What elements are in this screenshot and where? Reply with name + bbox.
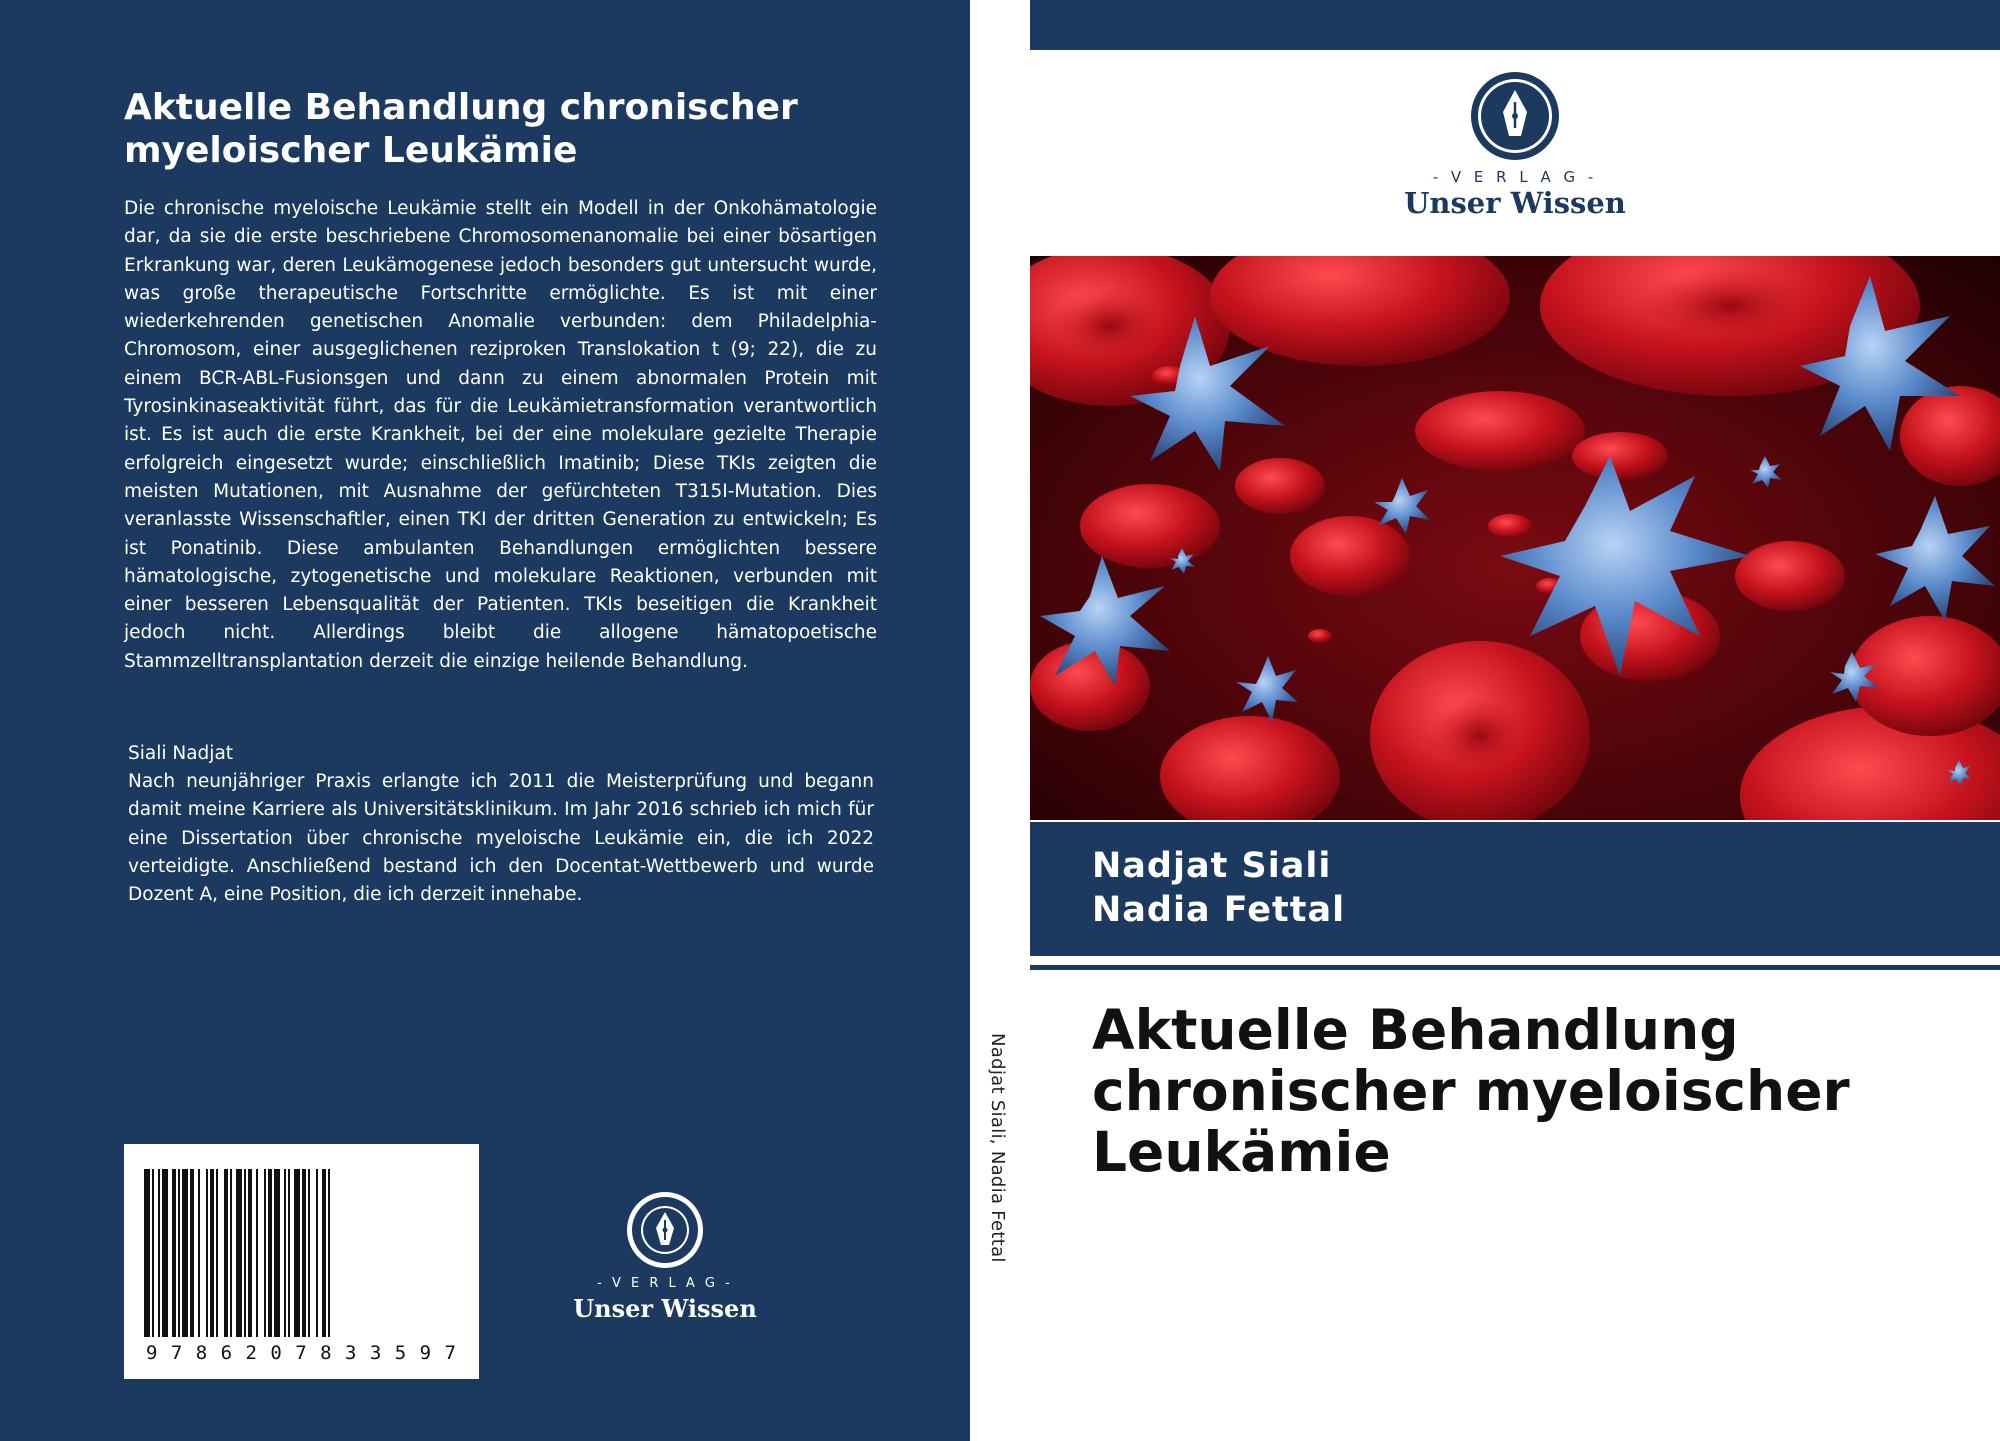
barcode-bar	[248, 1169, 252, 1337]
back-cover	[0, 0, 970, 1441]
barcode-bar	[152, 1169, 154, 1337]
front-cover-title: Aktuelle Behandlung chronischer myeloischer Leukämie	[1092, 998, 1850, 1184]
back-publisher-logo	[570, 1190, 760, 1330]
barcode-bar	[264, 1169, 266, 1337]
authors-band	[1030, 822, 2000, 956]
barcode-bar	[206, 1169, 208, 1337]
isbn-barcode	[124, 1144, 479, 1379]
isbn-digits: 9 7 8 6 2 0 7 8 3 3 5 9 7	[146, 1342, 457, 1364]
barcode-bar	[308, 1169, 310, 1337]
spine-text: Nadjat Siali, Nadia Fettal	[987, 1033, 1008, 1263]
barcode-bar	[302, 1169, 306, 1337]
barcode-bar	[190, 1169, 194, 1337]
cover-illustration	[1030, 256, 2000, 820]
barcode-bar	[172, 1169, 176, 1337]
author-bio-name: Siali Nadjat	[128, 743, 234, 764]
barcode-bar	[236, 1169, 242, 1337]
front-top-bar	[1030, 0, 2000, 50]
back-cover-title: Aktuelle Behandlung chronischer myeloischer Leukämie	[124, 87, 798, 171]
barcode-bar	[178, 1169, 180, 1337]
barcode-bar	[224, 1169, 228, 1337]
barcode-bar	[268, 1169, 272, 1337]
front-author-2: Nadia Fettal	[1092, 890, 1346, 930]
barcode-bar	[294, 1169, 300, 1337]
barcode-bar	[182, 1169, 188, 1337]
blood-cells-illustration	[1030, 256, 2000, 820]
barcode-bar	[230, 1169, 232, 1337]
divider-rule	[1030, 965, 2000, 970]
barcode-bar	[316, 1169, 318, 1337]
barcode-bar	[328, 1169, 330, 1337]
barcode-bar	[322, 1169, 326, 1337]
author-bio-text: Nach neunjähriger Praxis erlangte ich 2011 die Meisterprüfung und begann damit meine Karriere als Universitätsklinikum. Im Jahr 2016 schrieb ich mich für eine Dissertation über chronische myeloische Leukämie ein, die ich 2022 verteidigte. Anschließend bestand ich den Docentat-Wettbewerb und wurde Dozent A, eine Position, die ich derzeit innehabe.	[128, 771, 874, 906]
barcode-bar	[288, 1169, 290, 1337]
barcode-bar	[274, 1169, 280, 1337]
publisher-name: Unser Wissen	[1404, 186, 1626, 220]
barcode-bar	[158, 1169, 160, 1337]
front-author-1: Nadjat Siali	[1092, 846, 1332, 886]
verlag-label: - V E R L A G -	[597, 1276, 733, 1291]
barcode-bar	[216, 1169, 218, 1337]
barcode-bar	[244, 1169, 246, 1337]
front-publisher-logo	[1395, 70, 1635, 220]
barcode-bar	[198, 1169, 200, 1337]
barcode-bar	[162, 1169, 168, 1337]
publisher-seal-icon	[1395, 70, 1635, 170]
verlag-label: - V E R L A G -	[1432, 168, 1598, 186]
barcode-bar	[284, 1169, 286, 1337]
barcode-bar	[144, 1169, 150, 1337]
publisher-name: Unser Wissen	[573, 1294, 757, 1323]
barcode-bar	[256, 1169, 258, 1337]
barcode-bar	[210, 1169, 214, 1337]
back-cover-description: Die chronische myeloische Leukämie stellt ein Modell in der Onkohämatologie dar, da sie die erste beschriebene Chromosomenanomalie bei einer bösartigen Erkrankung war, deren Leukämogenese jedoch besonders gut untersucht wurde, was große therapeutische Fortschritte ermöglichte. Es ist mit einer wiederkehrenden genetischen Anomalie verbunden: dem Philadelphia-Chromosom, einer ausgeglichenen reziproken Translokation t (9; 22), die zu einem BCR-ABL-Fusionsgen und dann zu einem abnormalen Protein mit Tyrosinkinaseaktivität führt, das für die Leukämietransformation verantwortlich ist. Es ist auch die erste Krankheit, bei der eine molekulare gezielte Therapie erfolgreich eingesetzt wurde; einschließlich Imatinib; Diese TKIs zeigten die meisten Mutationen, mit Ausnahme der gefürchteten T315I-Mutation. Dies veranlasste Wissenschaftler, einen TKI der dritten Generation zu entwickeln; Es ist Ponatinib. Diese ambulanten Behandlungen ermöglichten bessere hämatologische, zytogenetische und molekulare Reaktionen, verbunden mit einer besseren Lebensqualität der Patienten. TKIs beseitigen die Krankheit jedoch nicht. Allerdings bleibt die allogene hämatopoetische Stammzelltransplantation derzeit die einzige heilende Behandlung.	[124, 198, 877, 672]
